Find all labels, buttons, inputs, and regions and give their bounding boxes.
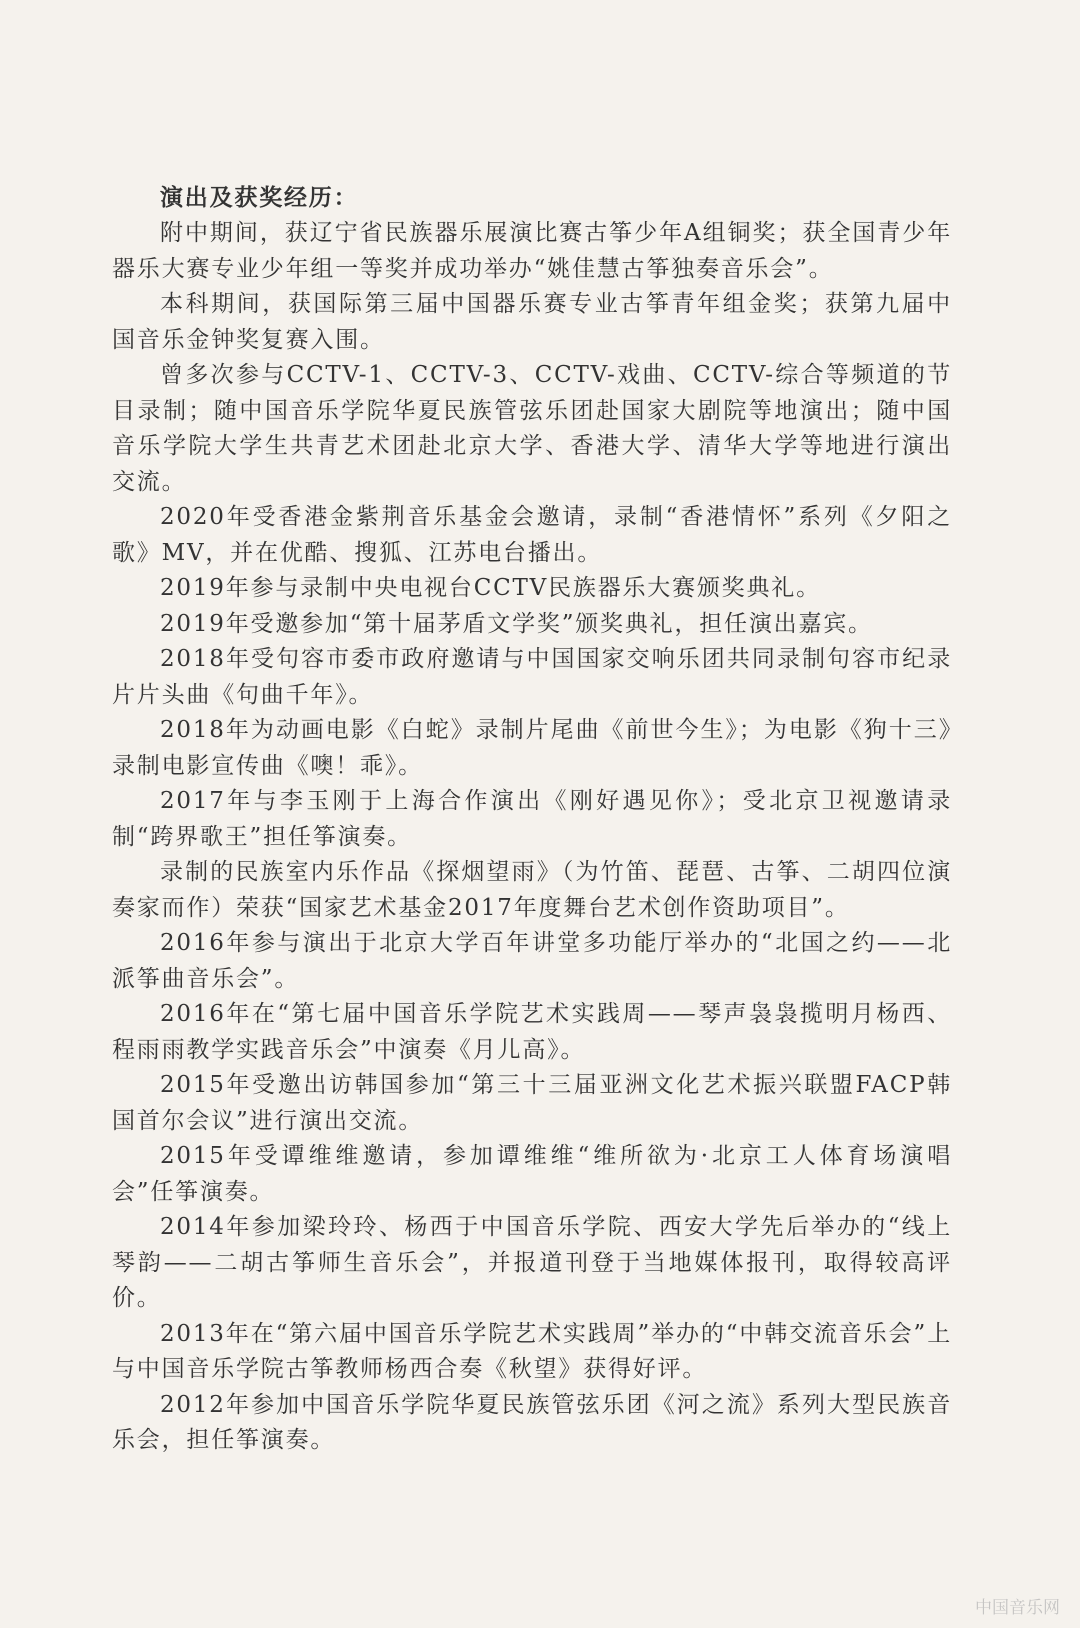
paragraph: 2012年参加中国音乐学院华夏民族管弦乐团《河之流》系列大型民族音乐会，担任筝演奏。 — [112, 1391, 952, 1453]
paragraph: 2015年受谭维维邀请，参加谭维维“维所欲为·北京工人体育场演唱会”任筝演奏。 — [112, 1143, 952, 1205]
paragraph: 2017年与李玉刚于上海合作演出《刚好遇见你》；受北京卫视邀请录制“跨界歌王”担任筝演奏。 — [112, 788, 952, 850]
paragraph: 2015年受邀出访韩国参加“第三十三届亚洲文化艺术振兴联盟FACP韩国首尔会议”进行演出交流。 — [112, 1072, 952, 1134]
paragraph: 录制的民族室内乐作品《探烟望雨》（为竹笛、琵琶、古筝、二胡四位演奏家而作）荣获“国家艺术基金2017年度舞台艺术创作资助项目”。 — [112, 859, 952, 921]
paragraph: 2020年受香港金紫荆音乐基金会邀请，录制“香港情怀”系列《夕阳之歌》MV，并在优酷、搜狐、江苏电台播出。 — [112, 504, 952, 566]
paragraph: 2013年在“第六届中国音乐学院艺术实践周”举办的“中韩交流音乐会”上与中国音乐学院古筝教师杨西合奏《秋望》获得好评。 — [112, 1320, 952, 1382]
document-body — [112, 180, 952, 1459]
paragraph: 2019年参与录制中央电视台CCTV民族器乐大赛颁奖典礼。 — [160, 575, 821, 601]
paragraph: 附中期间，获辽宁省民族器乐展演比赛古筝少年A组铜奖；获全国青少年器乐大赛专业少年组一等奖并成功举办“姚佳慧古筝独奏音乐会”。 — [112, 220, 952, 282]
paragraph: 2018年为动画电影《白蛇》录制片尾曲《前世今生》；为电影《狗十三》录制电影宣传曲《噢！乖》。 — [112, 717, 952, 779]
paragraph: 曾多次参与CCTV-1、CCTV-3、CCTV-戏曲、CCTV-综合等频道的节目录制；随中国音乐学院华夏民族管弦乐团赴国家大剧院等地演出；随中国音乐学院大学生共青艺术团赴北京大学、香港大学、清华大学等地进行演出交流。 — [112, 362, 952, 495]
paragraph: 本科期间，获国际第三届中国器乐赛专业古筝青年组金奖；获第九届中国音乐金钟奖复赛入围。 — [112, 291, 952, 353]
site-watermark: 中国音乐网 — [975, 1598, 1060, 1618]
paragraph: 2016年参与演出于北京大学百年讲堂多功能厅举办的“北国之约——北派筝曲音乐会”。 — [112, 930, 952, 992]
section-heading: 演出及获奖经历： — [160, 184, 359, 211]
paragraph: 2016年在“第七届中国音乐学院艺术实践周——琴声袅袅揽明月杨西、程雨雨教学实践音乐会”中演奏《月儿高》。 — [112, 1001, 952, 1063]
paragraph: 2019年受邀参加“第十届茅盾文学奖”颁奖典礼，担任演出嘉宾。 — [160, 610, 873, 637]
paragraph: 2014年参加梁玲玲、杨西于中国音乐学院、西安大学先后举办的“线上琴韵——二胡古筝师生音乐会”，并报道刊登于当地媒体报刊，取得较高评价。 — [112, 1214, 952, 1311]
paragraph: 2018年受句容市委市政府邀请与中国国家交响乐团共同录制句容市纪录片片头曲《句曲千年》。 — [112, 646, 952, 708]
